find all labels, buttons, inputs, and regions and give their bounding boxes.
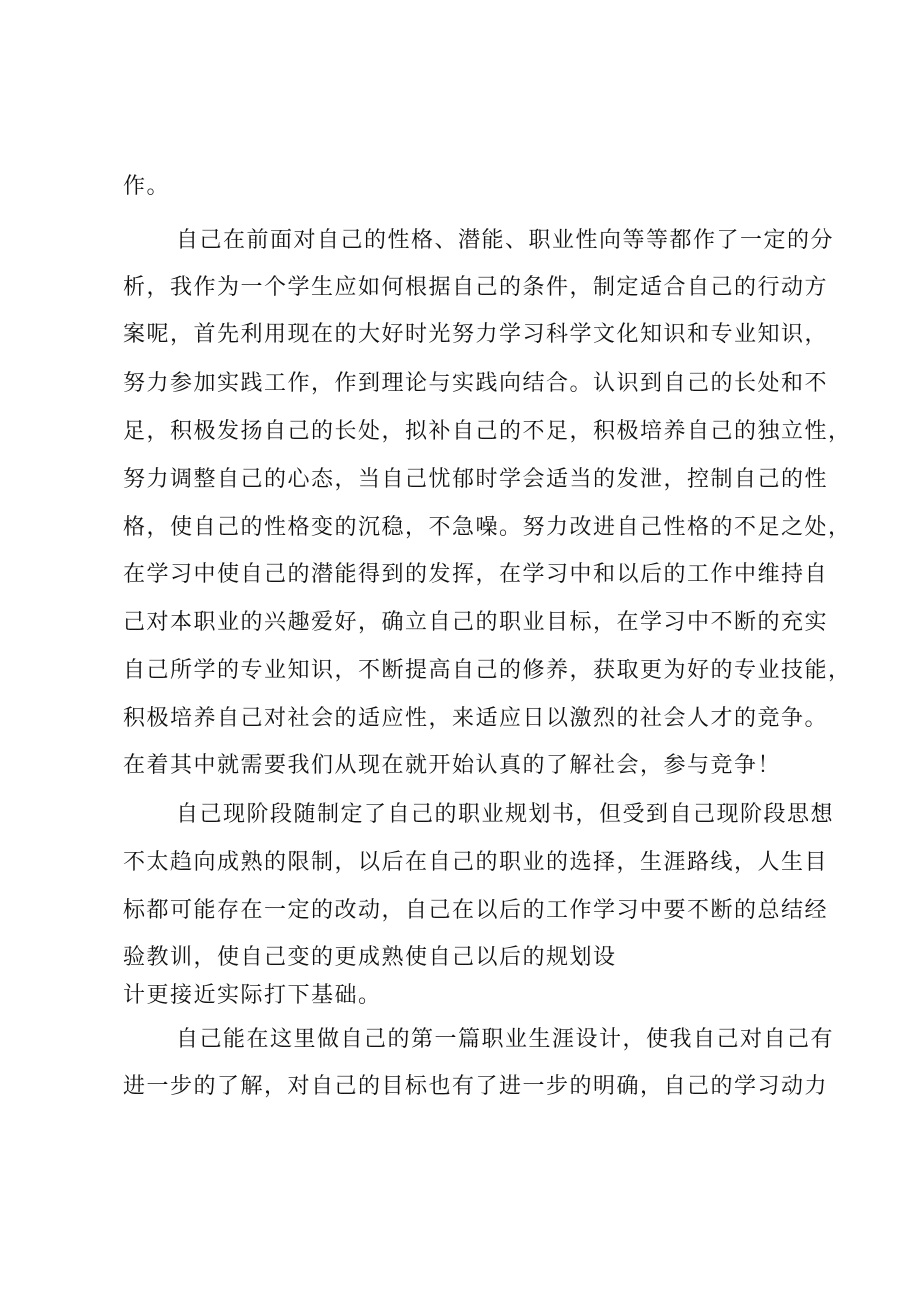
paragraph-2-line: 自己现阶段随制定了自己的职业规划书，但受到自己现阶段思想 xyxy=(176,802,835,827)
paragraph-1-line: 努力参加实践工作，作到理论与实践向结合。认识到自己的长处和不 xyxy=(123,371,829,396)
paragraph-1-line: 格，使自己的性格变的沉稳，不急噪。努力改进自己性格的不足之处， xyxy=(123,515,852,540)
paragraph-1-line: 在着其中就需要我们从现在就开始认真的了解社会，参与竞争！ xyxy=(123,753,782,778)
paragraph-1-line: 自己所学的专业知识，不断提高自己的修养，获取更为好的专业技能， xyxy=(123,658,852,683)
paragraph-2-line: 标都可能存在一定的改动，自己在以后的工作学习中要不断的总结经 xyxy=(123,898,829,923)
paragraph-1-line: 努力调整自己的心态，当自己忧郁时学会适当的发泄，控制自己的性 xyxy=(123,467,829,492)
paragraph-3-line: 进一步的了解，对自己的目标也有了进一步的明确，自己的学习动力 xyxy=(123,1074,829,1099)
paragraph-1-line: 析，我作为一个学生应如何根据自己的条件，制定适合自己的行动方 xyxy=(123,275,829,300)
text-line: 作。 xyxy=(123,174,171,199)
paragraph-1-line: 案呢，首先利用现在的大好时光努力学习科学文化知识和专业知识， xyxy=(123,322,829,347)
paragraph-1-line: 在学习中使自己的潜能得到的发挥，在学习中和以后的工作中维持自 xyxy=(123,562,829,587)
paragraph-1-line: 积极培养自己对社会的适应性，来适应日以激烈的社会人才的竞争。 xyxy=(123,706,829,731)
paragraph-2-line: 不太趋向成熟的限制，以后在自己的职业的选择，生涯路线，人生目 xyxy=(123,850,829,875)
paragraph-2-line: 计更接近实际打下基础。 xyxy=(123,983,382,1008)
paragraph-1-line: 足，积极发扬自己的长处，拟补自己的不足，积极培养自己的独立性， xyxy=(123,419,852,444)
paragraph-1-line: 自己在前面对自己的性格、潜能、职业性向等等都作了一定的分 xyxy=(176,228,835,253)
paragraph-2-line: 验教训，使自己变的更成熟使自己以后的规划设 xyxy=(123,945,617,970)
paragraph-1-line: 己对本职业的兴趣爱好，确立自己的职业目标，在学习中不断的充实 xyxy=(123,610,829,635)
paragraph-3-line: 自己能在这里做自己的第一篇职业生涯设计，使我自己对自己有 xyxy=(176,1027,835,1052)
